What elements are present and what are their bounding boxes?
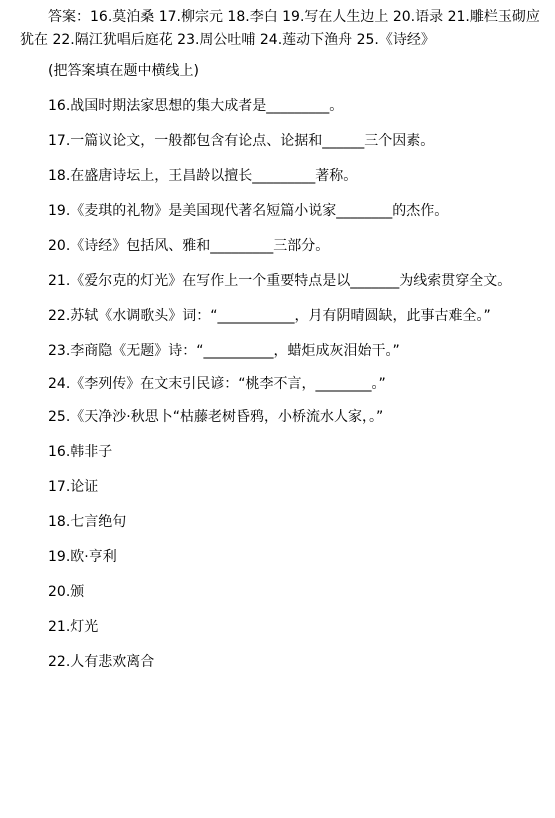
question-25: 25.《天净沙·秋思卜“枯藤老树昏鸦，小桥流水人家，。” — [48, 409, 384, 425]
instruction-text: (把答案填在题中横线上) — [48, 63, 199, 79]
question-16: 16.战国时期法家思想的集大成者是_________。 — [48, 98, 344, 114]
question-22: 22.苏轼《水调歌头》词：“___________，月有阴晴圆缺，此事古难全。” — [48, 308, 491, 324]
answer-22: 22.人有悲欢离合 — [48, 654, 155, 670]
answer-21: 21.灯光 — [48, 619, 99, 635]
question-20: 20.《诗经》包括风、雅和_________三部分。 — [48, 238, 330, 254]
question-18: 18.在盛唐诗坛上，王昌龄以擅长_________著称。 — [48, 168, 358, 184]
question-19: 19.《麦琪的礼物》是美国现代著名短篇小说家________的杰作。 — [48, 203, 449, 219]
question-21: 21.《爱尔克的灯光》在写作上一个重要特点是以_______为线索贯穿全文。 — [48, 273, 512, 289]
question-24: 24.《李列传》在文末引民谚：“桃李不言，________。” — [48, 376, 386, 392]
question-23: 23.李商隐《无题》诗：“__________，蜡炬成灰泪始干。” — [48, 343, 400, 359]
answer-20: 20.颁 — [48, 584, 85, 600]
answer-18: 18.七言绝句 — [48, 514, 127, 530]
answer-16: 16.韩非子 — [48, 444, 113, 460]
answer-19: 19.欧·亨利 — [48, 549, 117, 565]
answer-17: 17.论证 — [48, 479, 99, 495]
question-17: 17.一篇议论文，一般都包含有论点、论据和______三个因素。 — [48, 133, 435, 149]
answer-key-paragraph: 答案：16.莫泊桑 17.柳宗元 18.李白 19.写在人生边上 20.语录 21.雕栏玉砌应犹在 22.隔江犹唱后庭花 23.周公吐哺 24.莲动下渔舟 25.《诗经》 — [20, 9, 540, 48]
